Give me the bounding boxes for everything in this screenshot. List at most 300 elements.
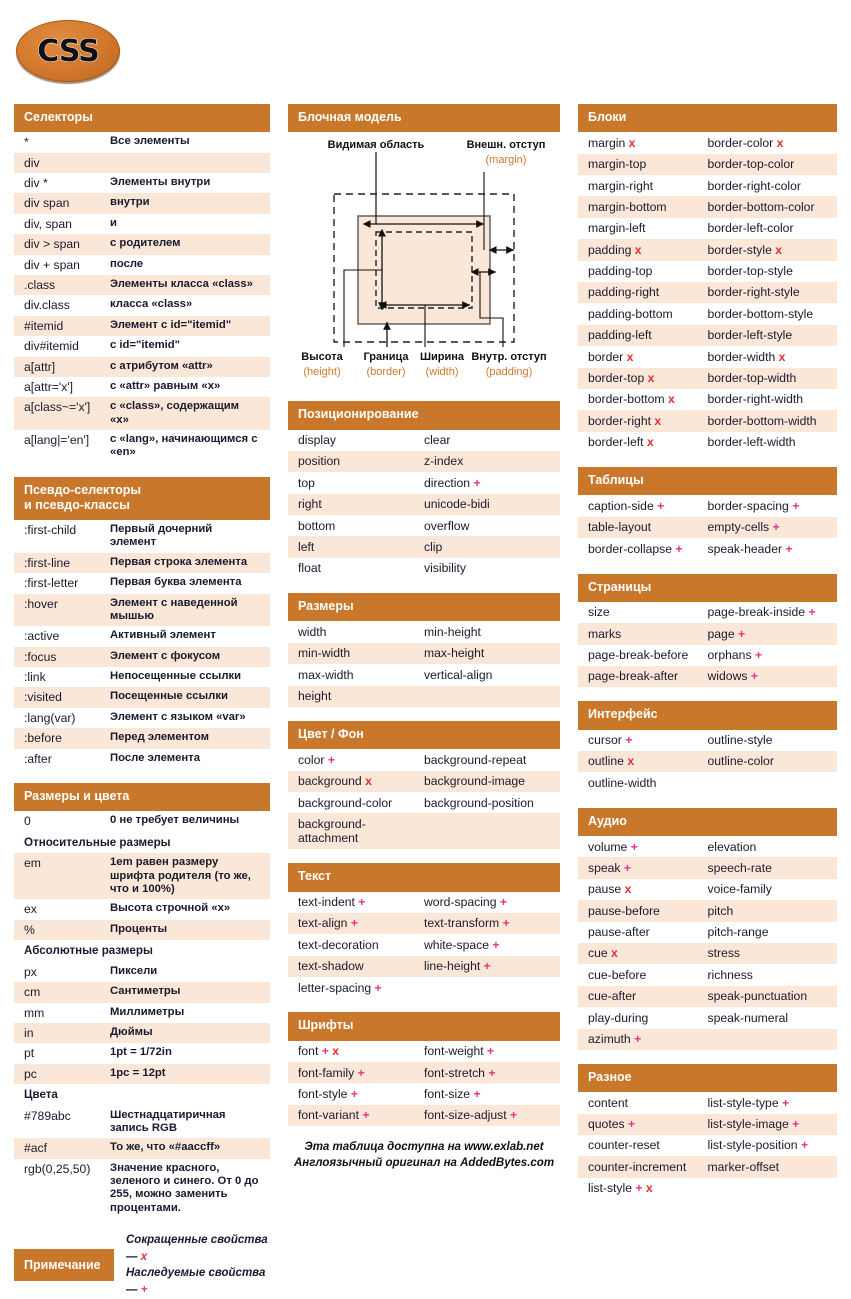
property-name-right: text-transform + bbox=[424, 916, 510, 931]
row-description: Дюймы bbox=[110, 1025, 153, 1038]
table-row bbox=[14, 1159, 270, 1218]
label-border-ru: Граница bbox=[363, 351, 409, 364]
property-name-right: font-size + bbox=[424, 1086, 481, 1101]
property-name-right: font-stretch + bbox=[424, 1065, 496, 1080]
property-name-left: letter-spacing + bbox=[298, 980, 382, 995]
property-name-left: color + bbox=[298, 752, 335, 767]
property-name-right: outline-style bbox=[707, 733, 773, 748]
row-key: :after bbox=[24, 751, 52, 766]
property-name-right: min-height bbox=[424, 624, 481, 639]
property-name-left: border x bbox=[588, 349, 634, 364]
property-name-right: font-size-adjust + bbox=[424, 1108, 518, 1123]
row-key: a[attr='x'] bbox=[24, 379, 74, 394]
property-name-left: play-during bbox=[588, 1010, 649, 1025]
property-row bbox=[288, 934, 560, 955]
mark-shorthand-icon: x bbox=[776, 135, 784, 150]
property-name-left: padding-left bbox=[588, 328, 652, 343]
property-row bbox=[578, 218, 837, 239]
row-description: Элемент с языком «var» bbox=[110, 710, 246, 723]
label-height-ru: Высота bbox=[301, 351, 343, 364]
property-name-left: pause x bbox=[588, 882, 632, 897]
property-row bbox=[288, 1062, 560, 1083]
mark-inherited-icon: + bbox=[750, 669, 758, 684]
row-description: с id="itemid" bbox=[110, 339, 181, 352]
label-width-en: (width) bbox=[425, 366, 459, 379]
property-name-right: stress bbox=[707, 946, 741, 961]
section-color-background bbox=[288, 721, 560, 849]
property-row bbox=[578, 325, 837, 346]
property-name-left: font-variant + bbox=[298, 1108, 370, 1123]
section-dimensions bbox=[288, 593, 560, 707]
property-name-left: margin x bbox=[588, 135, 636, 150]
row-key: div + span bbox=[24, 257, 80, 272]
property-name-left: max-width bbox=[298, 667, 354, 682]
property-name-right: list-style-type + bbox=[707, 1095, 790, 1110]
row-key: % bbox=[24, 922, 35, 937]
property-name-right: border-color x bbox=[707, 135, 784, 150]
legend-mark-x: x bbox=[140, 1250, 148, 1263]
color-background-rows bbox=[288, 749, 560, 849]
row-key: :first-letter bbox=[24, 576, 79, 591]
row-description: Первая буква элемента bbox=[110, 576, 242, 589]
row-key: div * bbox=[24, 176, 48, 191]
property-row bbox=[578, 836, 837, 857]
table-row bbox=[14, 520, 270, 553]
property-name-left: padding x bbox=[588, 242, 642, 257]
table-row bbox=[14, 214, 270, 234]
property-name-left: border-collapse + bbox=[588, 541, 683, 556]
subsection-heading bbox=[14, 832, 270, 854]
property-row bbox=[578, 239, 837, 260]
property-name-left: font-family + bbox=[298, 1065, 365, 1080]
box-model-diagram bbox=[288, 132, 560, 387]
section-positioning bbox=[288, 401, 560, 579]
property-row bbox=[578, 303, 837, 324]
property-row bbox=[578, 261, 837, 282]
property-row bbox=[578, 1156, 837, 1177]
row-description: Первая строка элемента bbox=[110, 555, 248, 568]
mark-inherited-icon: + bbox=[358, 895, 366, 909]
property-row bbox=[578, 1092, 837, 1113]
legend-mark-plus: + bbox=[140, 1284, 148, 1297]
mark-inherited-icon: + bbox=[754, 648, 763, 663]
row-description: Активный элемент bbox=[110, 629, 216, 642]
mark-inherited-icon: + bbox=[473, 475, 481, 490]
section-title-misc: Разное bbox=[578, 1064, 837, 1092]
mark-inherited-icon: + bbox=[738, 626, 746, 641]
section-title-positioning: Позиционирование bbox=[288, 401, 560, 429]
property-row bbox=[578, 602, 837, 623]
row-description: Непосещенные ссылки bbox=[110, 670, 242, 683]
section-title-sizes: Размеры и цвета bbox=[14, 783, 270, 811]
property-name-right: speak-header + bbox=[707, 541, 793, 556]
property-name-right: orphans + bbox=[707, 648, 763, 663]
property-name-left: pause-before bbox=[588, 903, 660, 918]
property-name-right: pitch-range bbox=[707, 925, 769, 940]
row-key: div, span bbox=[24, 216, 72, 231]
property-row bbox=[288, 643, 560, 664]
audio-rows bbox=[578, 836, 837, 1050]
property-name-left: padding-right bbox=[588, 285, 660, 300]
table-row bbox=[14, 647, 270, 667]
property-name-left: height bbox=[298, 689, 332, 704]
property-name-right: white-space + bbox=[424, 937, 500, 952]
property-row bbox=[578, 922, 837, 943]
row-description: с «class», содержащим «x» bbox=[110, 400, 240, 426]
property-row bbox=[578, 730, 837, 751]
table-row bbox=[14, 573, 270, 593]
mark-inherited-icon: + bbox=[675, 541, 683, 556]
mark-shorthand-icon: x bbox=[611, 946, 618, 961]
mark-inherited-icon: + bbox=[362, 1108, 370, 1123]
label-padding-en: (padding) bbox=[485, 366, 533, 379]
property-row bbox=[288, 956, 560, 977]
property-row bbox=[578, 196, 837, 217]
property-name-right: clear bbox=[424, 433, 451, 447]
label-visible-area: Видимая область bbox=[327, 139, 425, 152]
property-name-left: border-left x bbox=[588, 435, 654, 450]
mark-shorthand-icon: x bbox=[627, 754, 635, 769]
mark-inherited-icon: + bbox=[327, 752, 335, 767]
table-row bbox=[14, 962, 270, 982]
mark-inherited-icon: + bbox=[487, 1044, 495, 1059]
row-description: То же, что «#aaccff» bbox=[110, 1141, 221, 1154]
table-row bbox=[14, 811, 270, 831]
row-description: 1pt = 1/72in bbox=[110, 1046, 172, 1059]
mark-inherited-icon: + bbox=[772, 520, 780, 535]
section-box-model bbox=[288, 104, 560, 387]
property-name-left: padding-top bbox=[588, 264, 653, 279]
row-description: класса «class» bbox=[110, 298, 193, 311]
table-row bbox=[14, 626, 270, 646]
property-row bbox=[578, 368, 837, 389]
property-row bbox=[288, 494, 560, 515]
property-row bbox=[578, 751, 837, 772]
table-row bbox=[14, 920, 270, 940]
label-border-en: (border) bbox=[366, 366, 406, 379]
row-description: с «attr» равным «x» bbox=[110, 379, 221, 392]
property-name-right: border-top-style bbox=[707, 264, 793, 279]
property-name-left: text-indent + bbox=[298, 895, 366, 909]
row-description: 1em равен размеру шрифта родителя (то же, что и 100%) bbox=[110, 856, 251, 895]
property-name-right: pitch bbox=[707, 903, 734, 918]
property-row bbox=[578, 282, 837, 303]
legend-badge: Примечание bbox=[14, 1249, 114, 1281]
property-name-right: page-break-inside + bbox=[707, 605, 816, 620]
row-description: Элемент с наведенной мышью bbox=[110, 596, 238, 622]
mark-inherited-icon: + bbox=[808, 605, 816, 620]
property-name-left: display bbox=[298, 433, 336, 447]
property-name-left: margin-left bbox=[588, 221, 646, 236]
mark-shorthand-icon: x bbox=[778, 349, 786, 364]
table-row bbox=[14, 132, 270, 152]
property-name-left: cursor + bbox=[588, 733, 633, 748]
section-interface bbox=[578, 701, 837, 793]
property-name-left: list-style + x bbox=[588, 1181, 653, 1196]
property-name-right: visibility bbox=[424, 561, 466, 576]
property-name-right: border-left-color bbox=[707, 221, 794, 236]
label-height-en: (height) bbox=[303, 366, 341, 379]
property-name-left: page-break-before bbox=[588, 648, 689, 663]
subsection-label: Цвета bbox=[24, 1088, 58, 1102]
mark-shorthand-icon: x bbox=[645, 1181, 653, 1196]
property-name-left: min-width bbox=[298, 646, 351, 661]
row-key: a[attr] bbox=[24, 359, 56, 374]
table-row bbox=[14, 1003, 270, 1023]
mark-shorthand-icon: x bbox=[624, 882, 632, 897]
row-key: ex bbox=[24, 902, 37, 917]
row-description: 0 не требует величины bbox=[110, 814, 240, 827]
row-description: Элементы класса «class» bbox=[110, 277, 253, 290]
row-key: :focus bbox=[24, 649, 57, 664]
table-row bbox=[14, 728, 270, 748]
property-name-right: list-style-position + bbox=[707, 1138, 809, 1153]
property-row bbox=[578, 900, 837, 921]
row-description: и bbox=[110, 216, 117, 229]
section-selectors bbox=[14, 104, 270, 463]
property-name-right: border-bottom-color bbox=[707, 199, 815, 214]
property-name-left: border-top x bbox=[588, 371, 655, 386]
property-row bbox=[288, 472, 560, 493]
property-name-right: background-position bbox=[424, 795, 534, 810]
row-description: 1pc = 12pt bbox=[110, 1066, 166, 1079]
property-name-right: border-spacing + bbox=[707, 498, 800, 513]
logo-text: CSS bbox=[37, 33, 99, 69]
property-row bbox=[288, 430, 560, 451]
property-name-left: counter-reset bbox=[588, 1138, 660, 1153]
row-key: pt bbox=[24, 1046, 35, 1061]
property-row bbox=[288, 892, 560, 913]
property-row bbox=[288, 977, 560, 998]
property-name-left: marks bbox=[588, 626, 622, 641]
section-title-tables: Таблицы bbox=[578, 467, 837, 495]
row-key: :first-line bbox=[24, 555, 71, 570]
property-name-left: text-shadow bbox=[298, 959, 364, 974]
row-description: После элемента bbox=[110, 751, 200, 764]
row-key: #itemid bbox=[24, 318, 64, 333]
property-name-right: word-spacing + bbox=[424, 895, 507, 909]
property-name-right: max-height bbox=[424, 646, 485, 661]
legend-line-1-text: Сокращенные свойства — bbox=[126, 1234, 268, 1263]
property-row bbox=[288, 451, 560, 472]
row-key: .class bbox=[24, 277, 56, 292]
property-name-right: font-weight + bbox=[424, 1044, 495, 1059]
mark-shorthand-icon: x bbox=[667, 392, 675, 407]
row-key: :link bbox=[24, 670, 46, 685]
blocks-rows bbox=[578, 132, 837, 453]
property-name-left: bottom bbox=[298, 518, 336, 533]
property-name-left: margin-bottom bbox=[588, 199, 667, 214]
table-row bbox=[14, 749, 270, 769]
sizes-rows bbox=[14, 811, 270, 1218]
table-row bbox=[14, 173, 270, 193]
mark-inherited-icon: + bbox=[627, 1117, 636, 1132]
property-name-left: outline-width bbox=[588, 775, 657, 790]
row-key: pc bbox=[24, 1066, 37, 1081]
row-key: in bbox=[24, 1025, 34, 1040]
section-pseudo-selectors bbox=[14, 477, 270, 769]
property-name-left: speak + bbox=[588, 860, 632, 875]
pseudo-title-line-2: и псевдо-классы bbox=[24, 497, 130, 512]
mark-shorthand-icon: x bbox=[647, 371, 655, 386]
property-name-right: marker-offset bbox=[707, 1159, 780, 1174]
table-row bbox=[14, 982, 270, 1002]
row-key: #acf bbox=[24, 1141, 48, 1156]
section-title-fonts: Шрифты bbox=[288, 1012, 560, 1040]
css-logo bbox=[14, 12, 274, 92]
left-column bbox=[14, 104, 270, 1299]
property-name-right: line-height + bbox=[424, 959, 491, 974]
label-width-ru: Ширина bbox=[419, 351, 465, 364]
property-name-left: page-break-after bbox=[588, 669, 679, 684]
property-row bbox=[578, 772, 837, 793]
property-name-left: font + x bbox=[298, 1044, 340, 1059]
property-row bbox=[288, 771, 560, 792]
property-name-right: background-repeat bbox=[424, 752, 527, 767]
credit-line-1: Эта таблица доступна на www.exlab.net bbox=[304, 1141, 544, 1154]
property-name-right: direction + bbox=[424, 475, 481, 490]
property-row bbox=[578, 986, 837, 1007]
property-row bbox=[288, 664, 560, 685]
property-row bbox=[578, 1029, 837, 1050]
label-margin-en: (margin) bbox=[485, 154, 527, 167]
property-row bbox=[578, 1135, 837, 1156]
property-row bbox=[578, 346, 837, 367]
property-name-left: font-style + bbox=[298, 1086, 358, 1101]
table-row bbox=[14, 255, 270, 275]
property-row bbox=[578, 175, 837, 196]
property-name-right: speech-rate bbox=[707, 860, 772, 875]
legend-line-2-text: Наследуемые свойства — bbox=[126, 1267, 266, 1297]
table-row bbox=[14, 594, 270, 627]
mark-inherited-icon: + bbox=[785, 541, 793, 556]
property-row bbox=[578, 964, 837, 985]
section-title-pages: Страницы bbox=[578, 574, 837, 602]
property-row bbox=[288, 1083, 560, 1104]
property-row bbox=[578, 879, 837, 900]
table-row bbox=[14, 899, 270, 919]
row-key: :lang(var) bbox=[24, 710, 76, 725]
pages-rows bbox=[578, 602, 837, 688]
table-row bbox=[14, 1043, 270, 1063]
property-row bbox=[578, 645, 837, 666]
section-title-box-model: Блочная модель bbox=[288, 104, 560, 132]
row-key: rgb(0,25,50) bbox=[24, 1161, 91, 1176]
row-description: Значение красного, зеленого и синего. От 0 до 255, можно заменить процентами. bbox=[110, 1161, 259, 1214]
section-misc bbox=[578, 1064, 837, 1199]
property-name-right: border-top-color bbox=[707, 157, 795, 172]
section-blocks bbox=[578, 104, 837, 453]
mark-shorthand-icon: x bbox=[646, 435, 654, 450]
property-name-left: background-color bbox=[298, 795, 393, 810]
misc-rows bbox=[578, 1092, 837, 1199]
section-text bbox=[288, 863, 560, 998]
table-row bbox=[14, 193, 270, 213]
mark-inherited-icon: + bbox=[502, 916, 510, 931]
section-sizes-colors bbox=[14, 783, 270, 1218]
property-name-left: background x bbox=[298, 774, 372, 789]
mark-shorthand-icon: x bbox=[634, 242, 642, 257]
property-name-right: list-style-image + bbox=[707, 1117, 800, 1132]
property-row bbox=[288, 515, 560, 536]
property-name-right: border-left-style bbox=[707, 328, 793, 343]
credit-line-2: Англоязычный оригинал на AddedBytes.com bbox=[293, 1156, 555, 1169]
tables-rows bbox=[578, 495, 837, 559]
source-credit bbox=[288, 1140, 560, 1171]
property-name-right: overflow bbox=[424, 518, 470, 533]
right-column bbox=[578, 104, 837, 1213]
table-row bbox=[14, 1138, 270, 1158]
row-description: Миллиметры bbox=[110, 1005, 185, 1018]
table-row bbox=[14, 153, 270, 173]
property-name-left: cue x bbox=[588, 946, 618, 961]
mark-inherited-icon: + bbox=[634, 1032, 642, 1047]
row-key: mm bbox=[24, 1005, 45, 1020]
property-name-right: voice-family bbox=[707, 882, 772, 897]
property-name-right: elevation bbox=[707, 839, 757, 854]
legend-note bbox=[14, 1232, 270, 1299]
property-name-left: volume + bbox=[588, 839, 638, 854]
mark-inherited-icon: + bbox=[350, 1086, 358, 1101]
section-title-pseudo bbox=[14, 477, 270, 521]
subsection-heading bbox=[14, 940, 270, 962]
row-description: Элемент с id="itemid" bbox=[110, 318, 232, 331]
legend-line-inherited bbox=[126, 1265, 270, 1298]
row-key: div.class bbox=[24, 298, 70, 313]
row-description: Проценты bbox=[110, 922, 168, 935]
property-row bbox=[578, 517, 837, 538]
property-name-left: outline x bbox=[588, 754, 635, 769]
property-name-right: clip bbox=[424, 539, 443, 554]
mark-inherited-icon: + bbox=[492, 937, 500, 952]
row-key: :visited bbox=[24, 690, 62, 705]
table-row bbox=[14, 667, 270, 687]
property-row bbox=[578, 154, 837, 175]
row-key: * bbox=[24, 135, 29, 150]
row-description: Посещенные ссылки bbox=[110, 690, 228, 703]
property-name-right: unicode-bidi bbox=[424, 497, 490, 512]
mark-shorthand-icon: x bbox=[775, 242, 783, 257]
property-name-right: vertical-align bbox=[424, 667, 493, 682]
property-row bbox=[288, 621, 560, 642]
property-name-left: margin-right bbox=[588, 178, 654, 193]
property-name-right: border-bottom-style bbox=[707, 306, 814, 321]
section-tables bbox=[578, 467, 837, 559]
text-rows bbox=[288, 892, 560, 999]
mark-inherited-icon: + bbox=[782, 1095, 790, 1110]
property-name-right: page + bbox=[707, 626, 746, 641]
mark-inherited-icon: + bbox=[488, 1065, 496, 1080]
property-name-right: border-right-style bbox=[707, 285, 800, 300]
row-key: a[lang|='en'] bbox=[24, 432, 90, 447]
property-name-right: speak-numeral bbox=[707, 1010, 789, 1025]
property-name-left: azimuth + bbox=[588, 1032, 642, 1047]
subsection-label: Относительные размеры bbox=[24, 835, 171, 849]
row-description: внутри bbox=[110, 196, 150, 209]
property-name-left: left bbox=[298, 539, 315, 554]
property-name-left: float bbox=[298, 561, 322, 576]
property-row bbox=[578, 1007, 837, 1028]
property-name-left: counter-increment bbox=[588, 1159, 687, 1174]
row-description: Элемент с фокусом bbox=[110, 649, 221, 662]
pseudo-title-line-1: Псевдо-селекторы bbox=[24, 482, 142, 497]
mark-inherited-icon: + bbox=[473, 1086, 481, 1101]
property-row bbox=[578, 495, 837, 516]
property-name-left: pause-after bbox=[588, 925, 650, 940]
mark-inherited-icon: + bbox=[483, 959, 491, 974]
mark-inherited-icon: + bbox=[374, 980, 382, 995]
property-name-left: border-bottom x bbox=[588, 392, 675, 407]
